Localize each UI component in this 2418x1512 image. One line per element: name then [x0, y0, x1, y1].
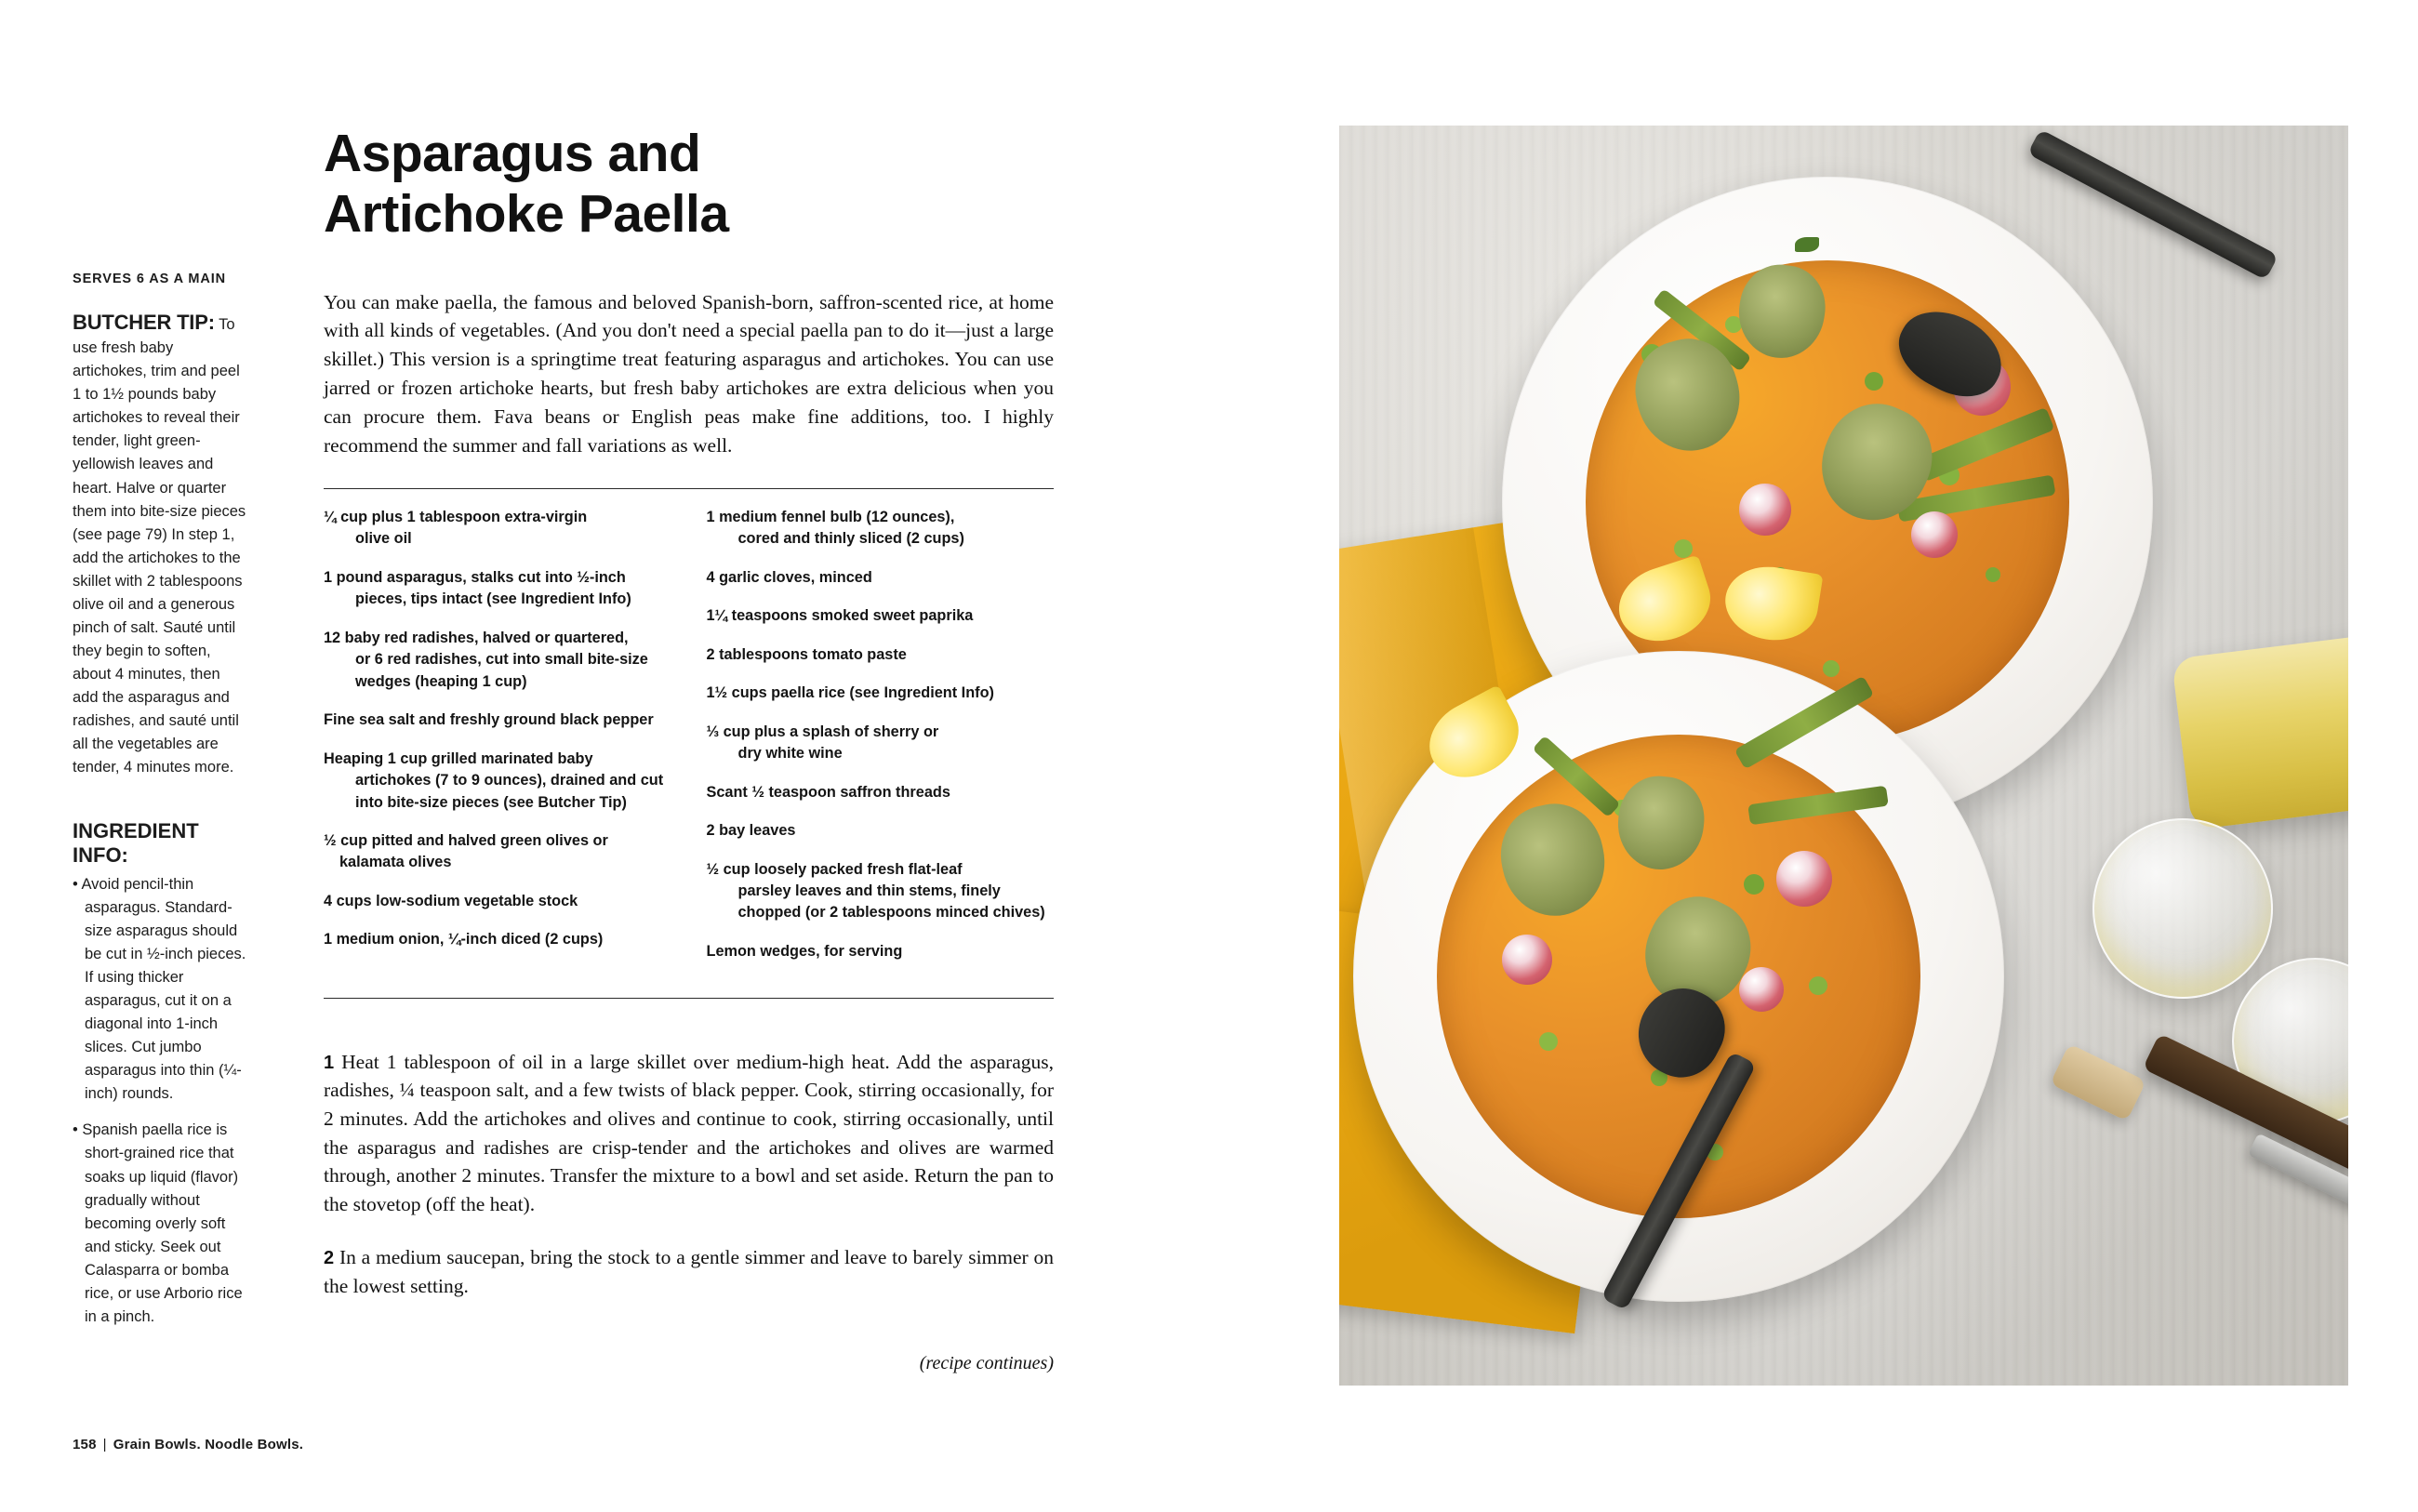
ingredient-text: ⅓ cup plus a splash of sherry or	[706, 723, 939, 740]
ingredient-item	[324, 507, 671, 550]
ingredient-cont: dry white wine	[737, 745, 843, 763]
ingredient-item	[324, 628, 671, 693]
ingredient-info-bullet: • Spanish paella rice is short-grained rice that soaks up liquid (flavor) gradually without becoming overly soft and sticky. Seek out Calasparra or bomba rice, or use Arborio rice in a pinch.	[73, 1121, 243, 1325]
ingredient-text: 1¼ teaspoons smoked sweet paprika	[706, 607, 974, 625]
ingredient-cont: olive oil	[355, 530, 412, 548]
ingredient-item	[324, 830, 671, 874]
ingredient-text: 12 baby red radishes, halved or quartered,	[324, 629, 629, 646]
ingredient-item	[707, 782, 1055, 803]
butcher-tip	[73, 311, 247, 780]
ingredient-item	[707, 683, 1055, 704]
pea	[1744, 874, 1764, 895]
ingredient-info-bullet: • Avoid pencil-thin asparagus. Standard-size asparagus should be cut in ½-inch pieces. If using thicker asparagus, cut it on a diagonal into 1-inch slices. Cut jumbo asparagus into thin (¼-inch) rounds.	[73, 875, 246, 1103]
sidebar	[73, 272, 247, 1342]
ingredient-text: 1 medium onion, ¼-inch diced (2 cups)	[324, 931, 604, 948]
ingredient-item	[707, 605, 1055, 627]
ingredient-item	[707, 859, 1055, 924]
pea	[1809, 976, 1827, 995]
ingredients-rule-bottom	[324, 998, 1054, 999]
ingredient-item	[324, 929, 671, 950]
ingredient-item	[707, 567, 1055, 589]
ingredient-text: ¼ cup plus 1 tablespoon extra-virgin	[324, 509, 588, 525]
ingredients-list	[324, 507, 1054, 979]
book-title: Grain Bowls. Noodle Bowls.	[113, 1437, 304, 1452]
ingredient-info-heading: INGREDIENT INFO:	[73, 818, 199, 867]
wine-glass	[2092, 818, 2273, 999]
ingredient-item	[707, 644, 1055, 666]
wine-bottle	[2172, 625, 2348, 829]
radish-slice	[1776, 851, 1832, 907]
footer-separator: |	[102, 1437, 107, 1452]
ingredient-text: ½ cup loosely packed fresh flat-leaf	[706, 860, 963, 878]
ingredient-text: 2 tablespoons tomato paste	[706, 645, 907, 663]
ingredient-text: ½ cup pitted and halved green olives or kalamata olives	[324, 831, 608, 871]
ingredient-cont: parsley leaves and thin stems, finely chopped (or 2 tablespoons minced chives)	[737, 882, 1045, 922]
radish-slice	[1911, 511, 1958, 558]
pea	[1674, 539, 1693, 558]
ingredient-text: 2 bay leaves	[706, 822, 796, 840]
butcher-tip-heading: BUTCHER TIP:	[73, 311, 215, 334]
radish-slice	[1739, 967, 1784, 1012]
title-line-2: Artichoke Paella	[324, 183, 729, 244]
ingredient-info	[73, 819, 247, 1329]
recipe-photo	[1339, 126, 2348, 1386]
title-line-1: Asparagus and	[324, 124, 701, 184]
instruction-step	[324, 1243, 1054, 1300]
pea	[1986, 567, 2000, 582]
ingredient-item	[324, 710, 671, 731]
parsley-garnish	[1795, 237, 1819, 252]
ingredient-text: Fine sea salt and freshly ground black pepper	[324, 711, 654, 729]
ingredients-rule-top	[324, 488, 1054, 489]
page-number: 158	[73, 1437, 97, 1452]
photo-scene	[1339, 126, 2348, 1386]
ingredient-text: Scant ½ teaspoon saffron threads	[706, 783, 950, 801]
ingredient-cont: pieces, tips intact (see Ingredient Info)	[355, 590, 631, 608]
radish-slice	[1739, 484, 1791, 536]
step-number: 2	[324, 1247, 335, 1268]
ingredient-cont: or 6 red radishes, cut into small bite-size wedges (heaping 1 cup)	[355, 651, 648, 690]
ingredient-item	[707, 941, 1055, 962]
pea	[1539, 1032, 1558, 1051]
step-text: Heat 1 tablespoon of oil in a large skillet over medium-high heat. Add the asparagus, radishes, ¼ teaspoon salt, and a few twists of black pepper. Cook, stirring occasionally, for 2 minutes. Add the artichokes and olives and continue to cook, stirring occasionally, until the asparagus and radishes are crisp-tender and the artichokes and olives are warmed through, another 2 minutes. Transfer the mixture to a bowl and set aside. Return the pan to the stovetop (off the heat).	[324, 1050, 1054, 1216]
recipe-continues-note: (recipe continues)	[919, 1353, 1054, 1373]
ingredients-column-right	[707, 507, 1055, 979]
ingredient-item	[707, 722, 1055, 765]
instruction-step	[324, 1048, 1054, 1219]
ingredient-cont: artichokes (7 to 9 ounces), drained and cut into bite-size pieces (see Butcher Tip)	[355, 772, 664, 811]
ingredient-text: 1 medium fennel bulb (12 ounces),	[706, 509, 955, 525]
ingredient-cont: cored and thinly sliced (2 cups)	[737, 530, 964, 548]
ingredient-item	[324, 749, 671, 814]
intro-paragraph: You can make paella, the famous and beloved Spanish-born, saffron-scented rice, at home with all kinds of vegetables. (And you don't need a special paella pan to do it—just a large skillet.) This version is a springtime treat featuring asparagus and artichokes. You can use jarred or frozen artichoke hearts, but fresh baby artichokes are extra delicious when you can procure them. Fava beans or English peas make fine additions, too. I highly recommend the summer and fall variations as well.	[324, 290, 1054, 458]
ingredient-text: Lemon wedges, for serving	[706, 942, 903, 960]
step-number: 1	[324, 1052, 335, 1073]
ingredient-text: 4 garlic cloves, minced	[706, 568, 872, 586]
ingredient-item	[707, 820, 1055, 842]
instructions	[324, 1028, 1054, 1324]
step-text: In a medium saucepan, bring the stock to a gentle simmer and leave to barely simmer on the lowest setting.	[324, 1245, 1054, 1297]
ingredient-item	[324, 567, 671, 611]
ingredient-item	[707, 507, 1055, 550]
radish-slice	[1502, 935, 1552, 985]
page-title	[324, 124, 993, 244]
pea	[1823, 660, 1840, 677]
ingredient-text: 4 cups low-sodium vegetable stock	[324, 892, 578, 909]
page-footer	[73, 1437, 303, 1452]
ingredient-text: Heaping 1 cup grilled marinated baby	[324, 749, 593, 767]
ingredient-text: 1½ cups paella rice (see Ingredient Info)	[706, 684, 994, 702]
ingredients-column-left	[324, 507, 671, 979]
butcher-tip-body: To use fresh baby artichokes, trim and peel 1 to 1½ pounds baby artichokes to reveal their tender, light green-yellowish leaves and heart. Halve or quarter them into bite-size pieces (see page 79) In step 1, add the artichokes to the skillet with 2 tablespoons olive oil and a generous pinch of salt. Sauté until they begin to soften, about 4 minutes, then add the asparagus and radishes, and sauté until all the vegetables are tender, 4 minutes more.	[73, 316, 246, 776]
serves-label: SERVES 6 AS A MAIN	[73, 272, 226, 286]
pea	[1865, 372, 1883, 391]
ingredient-text: 1 pound asparagus, stalks cut into ½-inch	[324, 568, 626, 586]
ingredient-item	[324, 891, 671, 912]
